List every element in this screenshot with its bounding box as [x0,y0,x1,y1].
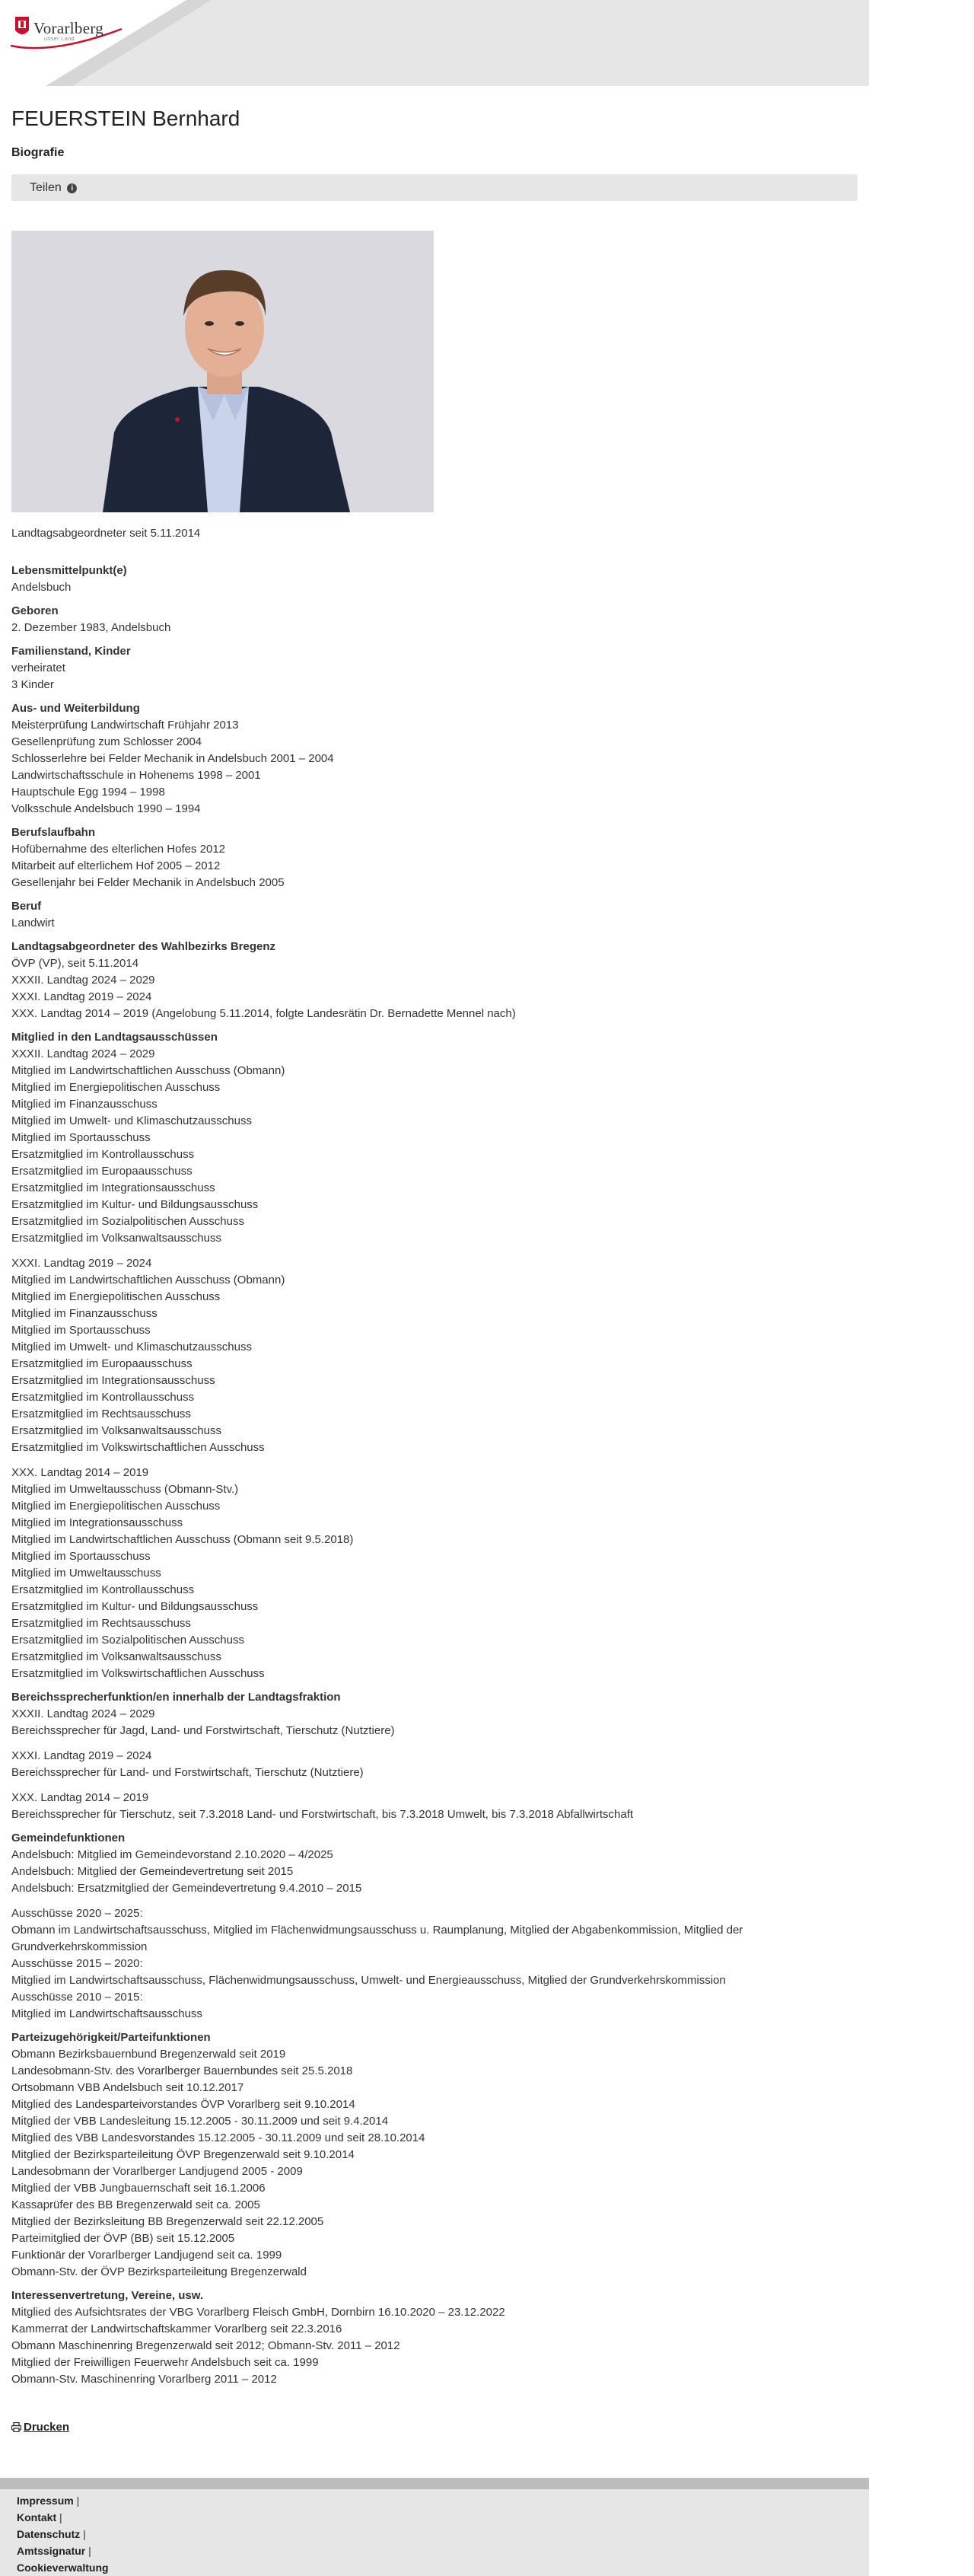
bio-line: Kammerrat der Landwirtschaftskammer Vorarlberg seit 22.3.2016 [11,2323,342,2335]
bio-line: Ersatzmitglied im Volksanwaltsausschuss [11,1232,221,1245]
bio-line: Bereichssprecher für Land- und Forstwirtschaft, Tierschutz (Nutztiere) [11,1766,364,1779]
bio-section [11,898,858,932]
bio-line: Ortsobmann VBB Andelsbuch seit 10.12.2017 [11,2081,244,2094]
bio-line: Mitglied der Bezirksparteileitung ÖVP Bregenzerwald seit 9.10.2014 [11,2148,355,2161]
bio-line: XXXII. Landtag 2024 – 2029 [11,1047,155,1060]
share-label: Teilen [30,181,62,194]
bio-line: Ersatzmitglied im Integrationsausschuss [11,1181,215,1194]
share-button[interactable] [30,174,77,201]
bio-line: Ersatzmitglied im Volkswirtschaftlichen Ausschuss [11,1441,265,1454]
bio-line: Mitglied des VBB Landesvorstandes 15.12.2005 - 30.11.2009 und seit 28.10.2014 [11,2131,425,2144]
bio-group [11,579,858,596]
bio-line: Gesellenjahr bei Felder Mechanik in Andelsbuch 2005 [11,876,285,889]
printer-icon [11,2422,21,2432]
bio-section-label: Mitglied in den Landtagsausschüssen [11,1031,218,1044]
coat-of-arms-icon [15,17,29,34]
bio-line: Andelsbuch [11,581,72,594]
bio-section-label: Parteizugehörigkeit/Parteifunktionen [11,2031,211,2044]
bio-line: Meisterprüfung Landwirtschaft Frühjahr 2013 [11,719,239,732]
footer-item [17,2559,869,2576]
share-bar [11,174,858,201]
portrait-photo [11,231,434,512]
bio-line: Andelsbuch: Mitglied der Gemeindevertretung seit 2015 [11,1865,294,1878]
bio-line: 3 Kinder [11,678,54,691]
bio-line: Mitglied im Energiepolitischen Ausschuss [11,1290,221,1303]
bio-line: Volksschule Andelsbuch 1990 – 1994 [11,802,201,815]
bio-line: Funktionär der Vorarlberger Landjugend seit ca. 1999 [11,2249,282,2262]
bio-line: Mitglied im Integrationsausschuss [11,1516,183,1529]
bio-group [11,1255,858,1456]
logo-text: Vorarlberg [33,19,104,37]
section-heading: Biografie [11,146,65,159]
footer-separator: | [88,2545,91,2557]
bio-section [11,700,858,818]
bio-line: XXX. Landtag 2014 – 2019 [11,1791,149,1804]
bio-group [11,915,858,932]
bio-group [11,955,858,1022]
biography [11,563,858,2388]
bio-line: Kassaprüfer des BB Bregenzerwald seit ca. 2005 [11,2198,260,2211]
bio-line: Landesobmann der Vorarlberger Landjugend 2005 - 2009 [11,2165,303,2178]
site-header [0,0,869,86]
bio-line: Ersatzmitglied im Volksanwaltsausschuss [11,1424,221,1437]
bio-line: Mitglied im Umweltausschuss [11,1567,161,1580]
bio-line: Ausschüsse 2020 – 2025: [11,1907,143,1920]
bio-section [11,2029,858,2281]
bio-line: Ersatzmitglied im Rechtsausschuss [11,1617,191,1630]
bio-line: Mitglied im Umwelt- und Klimaschutzausschuss [11,1114,252,1127]
bio-line: Mitglied der Freiwilligen Feuerwehr Andelsbuch seit ca. 1999 [11,2356,319,2369]
bio-line: Mitglied im Landwirtschaftlichen Ausschuss (Obmann seit 9.5.2018) [11,1533,354,1546]
bio-line: Obmann-Stv. Maschinenring Vorarlberg 2011 – 2012 [11,2373,277,2386]
footer-separator: | [83,2528,86,2540]
bio-line: Landesobmann-Stv. des Vorarlberger Bauernbundes seit 25.5.2018 [11,2064,353,2077]
bio-line: Bereichssprecher für Tierschutz, seit 7.3.2018 Land- und Forstwirtschaft, bis 7.3.2018 Umwelt, bis 7.3.2018 Abfallwirtschaft [11,1808,634,1821]
bio-line: Ersatzmitglied im Sozialpolitischen Ausschuss [11,1215,244,1228]
footer-item [17,2543,869,2559]
bio-line: ÖVP (VP), seit 5.11.2014 [11,957,139,970]
bio-line: Ersatzmitglied im Europaausschuss [11,1357,193,1370]
bio-line: Obmann-Stv. der ÖVP Bezirksparteileitung Bregenzerwald [11,2265,307,2278]
footer-links [0,2489,869,2576]
bio-line: Ersatzmitglied im Kultur- und Bildungsausschuss [11,1600,259,1613]
bio-line: XXXI. Landtag 2019 – 2024 [11,1749,152,1762]
bio-section [11,939,858,1022]
header-logo-shape [0,0,221,86]
bio-group [11,1465,858,1682]
bio-line: XXX. Landtag 2014 – 2019 [11,1466,149,1479]
bio-line: Hauptschule Egg 1994 – 1998 [11,786,165,799]
bio-line: Mitglied der VBB Jungbauernschaft seit 16.1.2006 [11,2182,266,2195]
bio-line: Obmann Maschinenring Bregenzerwald seit 2012; Obmann-Stv. 2011 – 2012 [11,2339,400,2352]
bio-section-label: Aus- und Weiterbildung [11,702,140,715]
footer-item [17,2509,869,2526]
bio-section-label: Geboren [11,604,59,617]
bio-group [11,1790,858,1823]
bio-section-label: Lebensmittelpunkt(e) [11,564,127,577]
footer-link-cookieverwaltung[interactable]: Cookieverwaltung [17,2562,109,2574]
bio-section [11,643,858,693]
bio-line: XXXI. Landtag 2019 – 2024 [11,990,152,1003]
bio-line: Schlosserlehre bei Felder Mechanik in Andelsbuch 2001 – 2004 [11,752,334,765]
bio-section [11,824,858,891]
bio-line: Ersatzmitglied im Kontrollausschuss [11,1148,195,1161]
bio-line: Ersatzmitglied im Sozialpolitischen Ausschuss [11,1634,244,1647]
bio-line: Mitglied im Umwelt- und Klimaschutzausschuss [11,1341,252,1353]
bio-section [11,1830,858,2023]
bio-line: Mitglied des Landesparteivorstandes ÖVP Vorarlberg seit 9.10.2014 [11,2098,355,2111]
bio-group [11,1706,858,1739]
footer-item [17,2492,869,2509]
bio-line: Mitglied im Landwirtschaftlichen Ausschuss (Obmann) [11,1274,285,1286]
bio-line: Hofübernahme des elterlichen Hofes 2012 [11,843,226,856]
bio-section-label: Interessenvertretung, Vereine, usw. [11,2289,204,2302]
bio-line: XXXII. Landtag 2024 – 2029 [11,974,155,987]
bio-line: Landwirt [11,917,55,929]
bio-line: Mitglied der Bezirksleitung BB Bregenzerwald seit 22.12.2005 [11,2215,324,2228]
bio-line: Landwirtschaftsschule in Hohenems 1998 – 2001 [11,769,261,782]
bio-line: Mitglied im Sportausschuss [11,1324,151,1337]
bio-line: Parteimitglied der ÖVP (BB) seit 15.12.2005 [11,2232,235,2245]
bio-line: Mitglied im Landwirtschaftlichen Ausschuss (Obmann) [11,1064,285,1077]
bio-line: Andelsbuch: Ersatzmitglied der Gemeindevertretung 9.4.2010 – 2015 [11,1882,362,1895]
bio-group [11,717,858,818]
bio-line: Mitglied im Landwirtschaftsausschuss, Flächenwidmungsausschuss, Umwelt- und Energieausschuss, Mitglied der Grundverkehrskommission [11,1974,726,1987]
bio-section-label: Beruf [11,900,42,913]
bio-line: XXX. Landtag 2014 – 2019 (Angelobung 5.11.2014, folgte Landesrätin Dr. Bernadette Mennel nach) [11,1007,516,1020]
bio-section [11,1689,858,1823]
main-content [11,86,858,2395]
page-title: FEUERSTEIN Bernhard [11,107,240,130]
bio-group [11,1046,858,1247]
bio-line: Bereichssprecher für Jagd, Land- und Forstwirtschaft, Tierschutz (Nutztiere) [11,1724,395,1737]
bio-line: Mitglied im Energiepolitischen Ausschuss [11,1081,221,1094]
footer-link-datenschutz[interactable]: Datenschutz [17,2528,81,2540]
print-label: Drucken [24,2421,70,2434]
bio-line: Mitglied im Finanzausschuss [11,1098,158,1111]
bio-group [11,1905,858,2023]
bio-section [11,2287,858,2388]
bio-group [11,620,858,636]
site-footer [0,2489,869,2576]
bio-line: XXXI. Landtag 2019 – 2024 [11,1257,152,1270]
bio-line: Mitarbeit auf elterlichem Hof 2005 – 2012 [11,859,221,872]
bio-group [11,660,858,693]
bio-line: verheiratet [11,662,65,674]
bio-section-label: Bereichssprecherfunktion/en innerhalb der Landtagsfraktion [11,1691,341,1704]
bio-line: Mitglied im Landwirtschaftsausschuss [11,2007,202,2020]
bio-line: Mitglied im Finanzausschuss [11,1307,158,1320]
bio-line: Gesellenprüfung zum Schlosser 2004 [11,735,202,748]
footer-link-impressum[interactable]: Impressum [17,2495,74,2507]
bio-section-label: Familienstand, Kinder [11,645,131,658]
bio-line: Ersatzmitglied im Kontrollausschuss [11,1391,195,1404]
bio-group [11,2304,858,2388]
bio-line: Andelsbuch: Mitglied im Gemeindevorstand 2.10.2020 – 4/2025 [11,1848,333,1861]
bio-line: Mitglied im Umweltausschuss (Obmann-Stv.) [11,1483,239,1496]
bio-section-label: Landtagsabgeordneter des Wahlbezirks Bregenz [11,940,276,953]
footer-divider [0,2478,869,2489]
bio-line: Ersatzmitglied im Volkswirtschaftlichen Ausschuss [11,1667,265,1680]
footer-separator: | [59,2511,62,2523]
logo[interactable] [0,0,221,86]
bio-group [11,2046,858,2281]
bio-line: XXXII. Landtag 2024 – 2029 [11,1707,155,1720]
footer-separator: | [76,2495,80,2507]
bio-line: Ersatzmitglied im Integrationsausschuss [11,1374,215,1387]
bio-section [11,603,858,636]
bio-section-label: Berufslaufbahn [11,826,96,839]
bio-line: 2. Dezember 1983, Andelsbuch [11,621,171,634]
member-since: Landtagsabgeordneter seit 5.11.2014 [11,527,201,540]
bio-group [11,1748,858,1781]
bio-group [11,841,858,891]
print-link[interactable] [11,2419,69,2436]
bio-line: Ersatzmitglied im Europaausschuss [11,1165,193,1178]
bio-line: Obmann im Landwirtschaftsausschuss, Mitglied im Flächenwidmungsausschuss u. Raumplanung, Mitglied der Abgabenkommission, Mitglied der Grundverkehrskommission [11,1924,743,1953]
bio-line: Mitglied im Energiepolitischen Ausschuss [11,1500,221,1513]
bio-line: Ersatzmitglied im Rechtsausschuss [11,1408,191,1420]
footer-item [17,2526,869,2543]
bio-line: Ersatzmitglied im Kultur- und Bildungsausschuss [11,1198,259,1211]
bio-line: Ausschüsse 2015 – 2020: [11,1957,143,1970]
bio-section [11,1029,858,1682]
bio-section-label: Gemeindefunktionen [11,1832,126,1844]
bio-line: Ersatzmitglied im Kontrollausschuss [11,1583,195,1596]
bio-line: Ausschüsse 2010 – 2015: [11,1991,143,2004]
info-icon: i [67,183,77,193]
logo-subtext: unser Land [44,37,75,42]
footer-link-amtssignatur[interactable]: Amtssignatur [17,2545,86,2557]
bio-line: Mitglied des Aufsichtsrates der VBG Vorarlberg Fleisch GmbH, Dornbirn 16.10.2020 – 23.12.2022 [11,2306,505,2319]
footer-link-kontakt[interactable]: Kontakt [17,2511,57,2523]
bio-line: Mitglied der VBB Landesleitung 15.12.2005 - 30.11.2009 und seit 9.4.2014 [11,2115,389,2128]
bio-line: Mitglied im Sportausschuss [11,1131,151,1144]
bio-line: Obmann Bezirksbauernbund Bregenzerwald seit 2019 [11,2048,286,2061]
bio-group [11,1847,858,1897]
bio-line: Mitglied im Sportausschuss [11,1550,151,1563]
bio-section [11,563,858,596]
bio-line: Ersatzmitglied im Volksanwaltsausschuss [11,1650,221,1663]
